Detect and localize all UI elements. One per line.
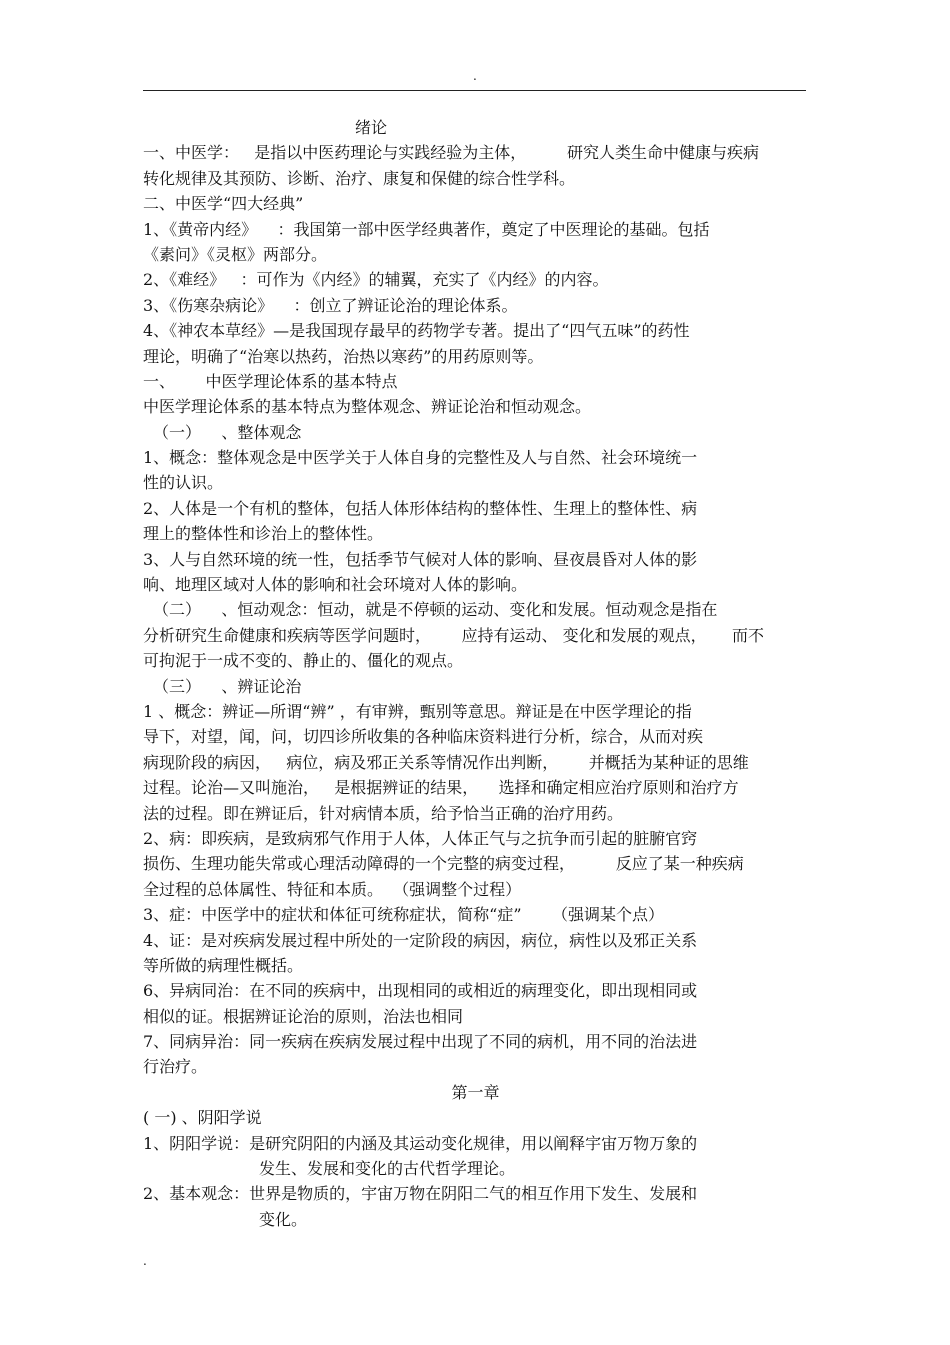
paragraph-line: 理上的整体性和诊治上的整体性。	[143, 524, 384, 544]
chapter-title: 第一章	[451, 1082, 500, 1102]
paragraph-line: 1 、概念：辨证—所谓“辨” ，有审辨，甄别等意思。辩证是在中医学理论的指	[143, 701, 692, 721]
paragraph-line: 1、概念：整体观念是中医学关于人体自身的完整性及人与自然、社会环境统一	[143, 448, 698, 468]
header-rule	[143, 90, 806, 91]
paragraph-line: 4、《神农本草经》—是我国现存最早的药物学专著。提出了“四气五味”的药性	[143, 321, 690, 341]
document-body	[143, 115, 808, 1232]
paragraph-line: 3、人与自然环境的统一性，包括季节气候对人体的影响、昼夜晨昏对人体的影	[143, 549, 698, 569]
paragraph-line: 1、阴阳学说：是研究阴阳的内涵及其运动变化规律，用以阐释宇宙万物万象的	[143, 1133, 698, 1153]
paragraph-line: 理论，明确了“治寒以热药，治热以寒药”的用药原则等。	[143, 346, 544, 366]
subsection-heading: （二） 、恒动观念：恒动，就是不停顿的运动、变化和发展。恒动观念是指在	[153, 600, 718, 620]
paragraph-line: 变化。	[259, 1209, 308, 1229]
subsection-heading: （一） 、整体观念	[153, 422, 302, 442]
header-mark: .	[473, 69, 477, 83]
paragraph-line: 中医学理论体系的基本特点为整体观念、辨证论治和恒动观念。	[143, 397, 592, 417]
paragraph-line: 可拘泥于一成不变的、静止的、僵化的观点。	[143, 651, 464, 671]
paragraph-line: 2、《难经》 ：可作为《内经》的辅翼，充实了《内经》的内容。	[143, 270, 609, 290]
paragraph-line: 相似的证。根据辨证论治的原则，治法也相同	[143, 1006, 464, 1026]
paragraph-line: 行治疗。	[143, 1057, 208, 1077]
section-heading: 一、 中医学理论体系的基本特点	[143, 371, 398, 391]
paragraph-line: 7、同病异治：同一疾病在疾病发展过程中出现了不同的病机，用不同的治法进	[143, 1032, 698, 1052]
footer-mark: .	[143, 1254, 147, 1268]
paragraph-line: 法的过程。即在辨证后，针对病情本质，给予恰当正确的治疗用药。	[143, 803, 624, 823]
paragraph-line: 转化规律及其预防、诊断、治疗、康复和保健的综合性学科。	[143, 168, 576, 188]
paragraph-line: 过程。论治—又叫施治， 是根据辨证的结果， 选择和确定相应治疗原则和治疗方	[143, 778, 739, 798]
paragraph-line: 全过程的总体属性、特征和本质。 （强调整个过程）	[143, 879, 522, 899]
paragraph-line: 损伤、生理功能失常或心理活动障碍的一个完整的病变过程， 反应了某一种疾病	[143, 854, 744, 874]
paragraph-line: 6、异病同治：在不同的疾病中，出现相同的或相近的病理变化，即出现相同或	[143, 981, 698, 1001]
section-heading: ( 一) 、阴阳学说	[143, 1108, 262, 1128]
intro-title: 绪论	[355, 118, 388, 137]
paragraph-line: 一、中医学： 是指以中医药理论与实践经验为主体， 研究人类生命中健康与疾病	[143, 143, 759, 163]
paragraph-line: 2、人体是一个有机的整体，包括人体形体结构的整体性、生理上的整体性、病	[143, 498, 698, 518]
paragraph-line: 2、基本观念：世界是物质的，宇宙万物在阴阳二气的相互作用下发生、发展和	[143, 1184, 698, 1204]
paragraph-line: 2、病：即疾病，是致病邪气作用于人体，人体正气与之抗争而引起的脏腑官窍	[143, 828, 698, 848]
paragraph-line: 3、症：中医学中的症状和体征可统称症状，简称“症” （强调某个点）	[143, 905, 665, 925]
paragraph-line: 响、地理区域对人体的影响和社会环境对人体的影响。	[143, 575, 528, 595]
paragraph-line: 3、《伤寒杂病论》 ：创立了辨证论治的理论体系。	[143, 295, 518, 315]
paragraph-line: 分析研究生命健康和疾病等医学问题时， 应持有运动、 变化和发展的观点， 而不	[143, 625, 765, 645]
section-heading: 二、中医学“四大经典”	[143, 194, 304, 214]
paragraph-line: 4、证：是对疾病发展过程中所处的一定阶段的病因，病位，病性以及邪正关系	[143, 930, 698, 950]
paragraph-line: 病现阶段的病因， 病位，病及邪正关系等情况作出判断， 并概括为某种证的思维	[143, 752, 749, 772]
paragraph-line: 等所做的病理性概括。	[143, 955, 304, 975]
paragraph-line: 发生、发展和变化的古代哲学理论。	[259, 1159, 516, 1179]
paragraph-line: 《素问》《灵枢》两部分。	[143, 244, 328, 264]
paragraph-line: 1、《黄帝内经》 ：我国第一部中医学经典著作，奠定了中医理论的基础。包括	[143, 219, 710, 239]
subsection-heading: （三） 、辨证论治	[153, 676, 302, 696]
paragraph-line: 性的认识。	[143, 473, 224, 493]
paragraph-line: 导下，对望，闻，问，切四诊所收集的各种临床资料进行分析，综合，从而对疾	[143, 727, 704, 747]
